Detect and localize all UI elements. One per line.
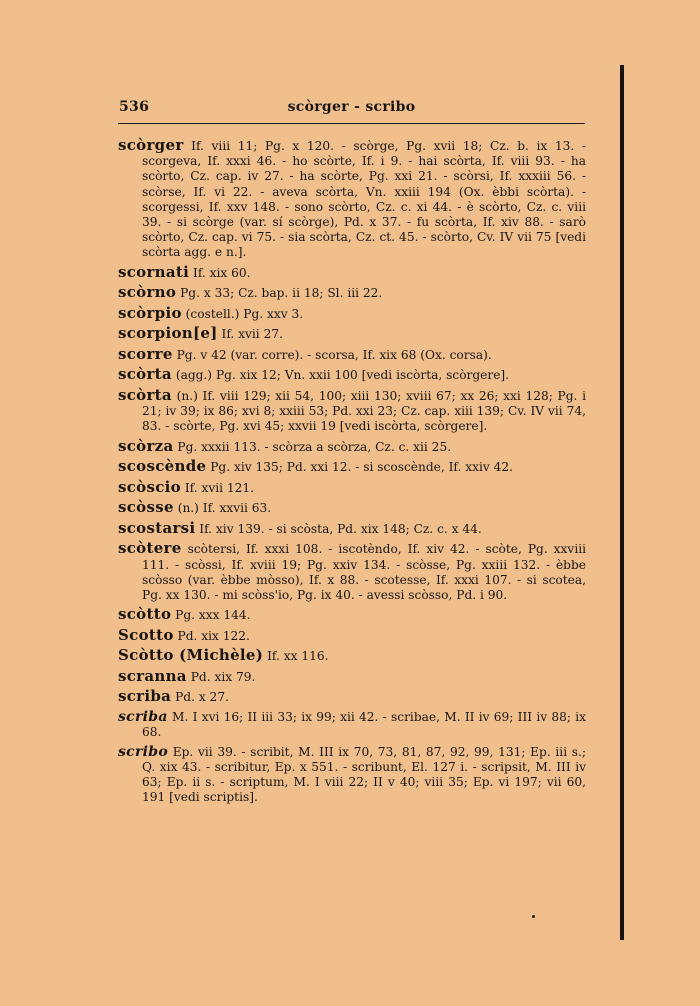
entry-headword: scornati: [118, 262, 190, 281]
entry-headword: scòrta: [118, 365, 172, 384]
entry-headword: scòtto: [118, 605, 172, 624]
entry-citations: (n.) If. xxvii 63.: [177, 501, 272, 516]
entry-headword: scòrpio: [118, 303, 182, 322]
entry-headword: scriba: [118, 687, 172, 706]
entry-citations: Pd. xix 79.: [190, 669, 256, 684]
dictionary-entry: [118, 518, 586, 537]
entry-citations: If. xvii 121.: [184, 480, 255, 495]
dictionary-entry: [118, 367, 586, 383]
entry-citations: Pg. xiv 135; Pd. xxi 12. - si scoscènde, If. xxiv 42.: [210, 460, 514, 475]
entry-headword: scranna: [118, 666, 187, 685]
entry-headword: Scotto: [118, 625, 174, 644]
entry-headword: scribo: [118, 743, 169, 760]
header-rule: [118, 123, 585, 124]
dictionary-entry: [118, 459, 586, 475]
entry-citations: Pg. x 33; Cz. bap. ii 18; Sl. iii 22.: [180, 286, 383, 301]
entry-citations: If. xx 116.: [267, 649, 329, 664]
dictionary-entry: [118, 541, 586, 603]
entry-headword: scòrno: [118, 283, 177, 302]
page-number: 536: [119, 99, 150, 115]
entry-headword: scòscio: [118, 477, 181, 496]
entry-citations: Pg. v 42 (var. corre). - scorsa, If. xix 68 (Ox. corsa).: [176, 347, 492, 362]
entry-list: [118, 138, 586, 810]
dictionary-entry: [118, 303, 586, 322]
entry-headword: scorre: [118, 344, 173, 363]
entry-citations: (n.) If. viii 129; xii 54, 100; xiii 130; xviii 67; xx 26; xxi 128; Pg. i 21; iv 39; ix 86; xvi 8; xxiii 53; Pd. xxi 23; Cz. cap. xiii 139; Cv. IV vii 74, 83. - scòrte, Pg. xvi 45; xxvii 19 [vedi iscòrta, scòrgere].: [142, 388, 587, 434]
running-title: scòrger - scribo: [287, 99, 416, 115]
entry-citations: Pd. xix 122.: [177, 628, 250, 643]
entry-citations: Pg. xxx 144.: [175, 608, 251, 623]
entry-headword: Scòtto (Michèle): [118, 646, 264, 665]
entry-citations: Ep. vii 39. - scribit, M. III ix 70, 73, 81, 87, 92, 99, 131; Ep. iii s.; Q. xix 43. - scribitur, Ep. x 551. - scribunt, El. 127 i. - scripsit, M. III iv 63; Ep. ii s. - scriptum, M. I viii 22; II v 40; viii 35; Ep. vi 197; vii 60, 191 [vedi scriptis].: [142, 744, 587, 805]
dictionary-entry: [118, 500, 586, 516]
entry-citations: If. xiv 139. - si scòsta, Pd. xix 148; Cz. c. x 44.: [199, 521, 482, 536]
dictionary-entry: [118, 262, 586, 281]
entry-headword: scòrta: [118, 385, 172, 404]
print-speck: [532, 915, 535, 918]
dictionary-entry: [118, 326, 586, 342]
entry-headword: scorpion[e]: [118, 324, 218, 343]
entry-headword: scoscènde: [118, 457, 207, 476]
dictionary-entry: [118, 285, 586, 301]
page-edge-line: [620, 65, 624, 940]
dictionary-entry: [118, 385, 587, 435]
dictionary-entry: [118, 138, 586, 261]
entry-headword: scòsse: [118, 498, 174, 517]
dictionary-entry: [118, 689, 586, 705]
entry-headword: scòtere: [118, 539, 182, 558]
dictionary-entry: [118, 436, 586, 455]
dictionary-entry: [118, 666, 586, 685]
entry-citations: scòtersi, If. xxxi 108. - iscotèndo, If. xiv 42. - scòte, Pg. xxviii 111. - scòssi, If. xviii 19; Pg. xxiv 134. - scòsse, Pg. xxiii 132. - èbbe scòsso (var. èbbe mòsso), If. x 88. - scotesse, If. xxxi 107. - si scotea, Pg. xx 130. - mi scòss'io, Pg. ix 40. - avessi scòsso, Pd. i 90.: [142, 542, 587, 602]
entry-citations: If. xix 60.: [193, 265, 251, 280]
entry-citations: (agg.) Pg. xix 12; Vn. xxii 100 [vedi iscòrta, scòrgere].: [175, 368, 510, 383]
dictionary-entry: [118, 625, 586, 644]
entry-citations: Pg. xxxii 113. - scòrza a scòrza, Cz. c. xii 25.: [177, 439, 452, 454]
entry-citations: If. viii 11; Pg. x 120. - scòrge, Pg. xvii 18; Cz. b. ix 13. - scorgeva, If. xxxi 46. - ho scòrte, If. i 9. - hai scòrta, If. viii 93. - ha scòrto, Cz. cap. iv 27. - ha scòrte, Pg. xxi 21. - scòrsi, If. xxxiii 56. - scòrse, If. vi 22. - aveva scòrta, Vn. xxiii 194 (Ox. èbbi scòrta). - scorgessi, If. xxv 148. - sono scòrto, Cz. c. xi 44. - è scòrto, Cz. c. viii 39. - si scòrge (var. sí scòrge), Pd. x 37. - fu scòrta, If. xiv 88. - sarò scòrto, Cz. cap. vi 75. - sia scòrta, Cz. ct. 45. - scòrto, Cv. IV vii 75 [vedi scòrta agg. e n.].: [142, 139, 587, 260]
dictionary-entry: [118, 607, 586, 623]
entry-headword: scòrza: [118, 436, 174, 455]
dictionary-entry: [118, 648, 586, 664]
entry-headword: scostarsi: [118, 518, 196, 537]
entry-citations: Pd. x 27.: [175, 690, 229, 705]
entry-headword: scòrger: [118, 136, 184, 154]
entry-citations: If. xvii 27.: [221, 327, 283, 342]
entry-citations: M. I xvi 16; II iii 33; ix 99; xii 42. - scribae, M. II iv 69; III iv 88; ix 68.: [142, 709, 587, 740]
dictionary-entry: [118, 745, 586, 806]
entry-citations: (costell.) Pg. xxv 3.: [185, 306, 304, 321]
dictionary-entry: [118, 710, 586, 740]
dictionary-entry: [118, 344, 586, 363]
entry-headword: scriba: [118, 708, 168, 725]
dictionary-entry: [118, 477, 586, 496]
